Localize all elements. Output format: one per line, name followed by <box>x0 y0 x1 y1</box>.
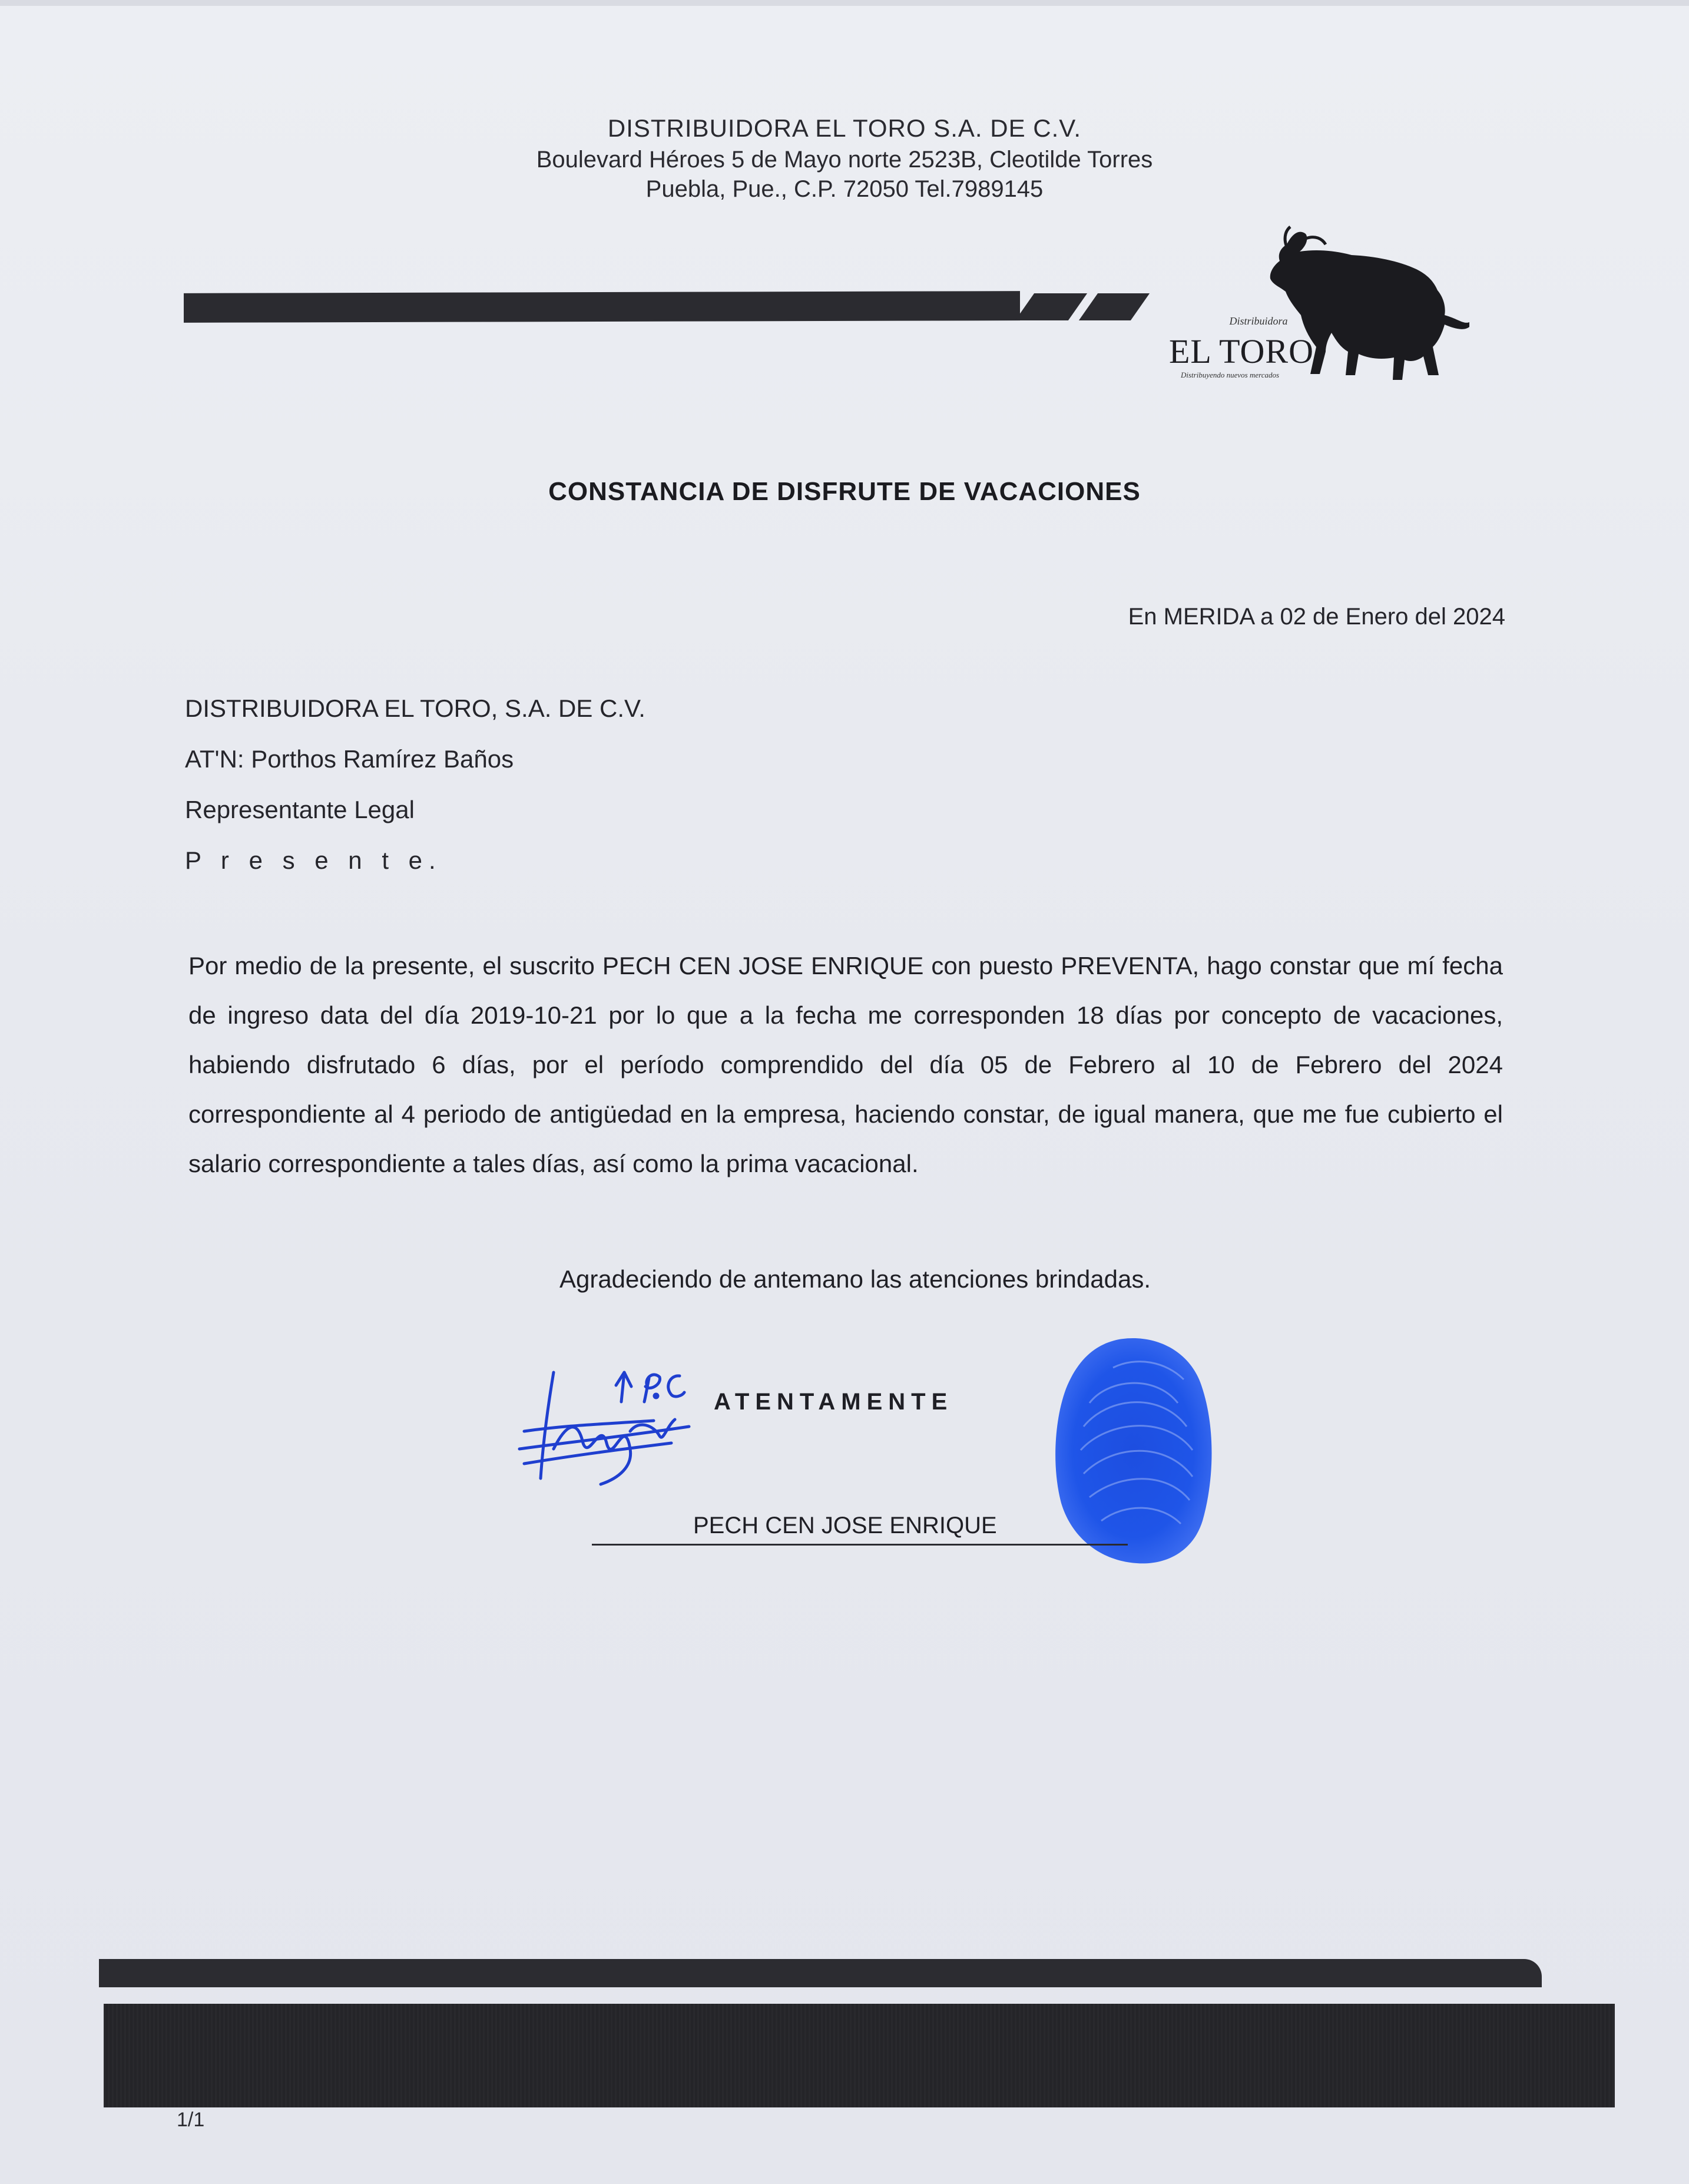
page-number: 1/1 <box>177 2109 205 2131</box>
company-header <box>0 112 1689 204</box>
document-title: CONSTANCIA DE DISFRUTE DE VACACIONES <box>548 477 1141 506</box>
recipient-role: Representante Legal <box>185 796 415 823</box>
place-date: En MERIDA a 02 de Enero del 2024 <box>1128 604 1505 630</box>
header-dash <box>1015 293 1087 320</box>
closing-thanks <box>0 1265 1689 1293</box>
body-paragraph: Por medio de la presente, el suscrito PECH CEN JOSE ENRIQUE con puesto PREVENTA, hago constar que mí fecha de ingreso data del día 2019-10-21 por lo que a la fecha me corresponden 18 días por concepto de vacaciones, habiendo disfrutado 6 días, por el período comprendido del día 05 de Febrero al 10 de Febrero del 2024 correspondiente al 4 periodo de antigüedad en la empresa, haciendo constar, de igual manera, que me fue cubierto el salario correspondiente a tales días, así como la prima vacacional. <box>188 952 1503 1177</box>
signer-name: PECH CEN JOSE ENRIQUE <box>592 1513 1128 1546</box>
header-band <box>184 291 1020 323</box>
closing-thanks-text: Agradeciendo de antemano las atenciones brindadas. <box>559 1265 1151 1293</box>
recipient-block <box>185 683 645 886</box>
header-dash <box>1079 293 1150 320</box>
handwritten-signature <box>512 1361 724 1496</box>
logo-small-text: Distribuidora <box>1229 315 1288 327</box>
footer-redaction-band <box>104 2004 1615 2107</box>
logo-tagline: Distribuyendo nuevos mercados <box>1181 370 1280 379</box>
recipient-company: DISTRIBUIDORA EL TORO, S.A. DE C.V. <box>185 694 645 722</box>
company-address-line-2: Puebla, Pue., C.P. 72050 Tel.7989145 <box>645 176 1044 202</box>
company-logo <box>1151 221 1469 392</box>
company-name: DISTRIBUIDORA EL TORO S.A. DE C.V. <box>607 114 1082 142</box>
footer-band <box>99 1959 1542 1987</box>
recipient-greeting: P r e s e n t e. <box>185 846 442 874</box>
recipient-attention: AT'N: Porthos Ramírez Baños <box>185 745 514 773</box>
paper-crease <box>0 0 1689 6</box>
company-address-line-1: Boulevard Héroes 5 de Mayo norte 2523B, Cleotilde Torres <box>536 147 1153 173</box>
sign-off: ATENTAMENTE <box>714 1389 953 1415</box>
logo-main-text: EL TORO <box>1169 332 1314 370</box>
